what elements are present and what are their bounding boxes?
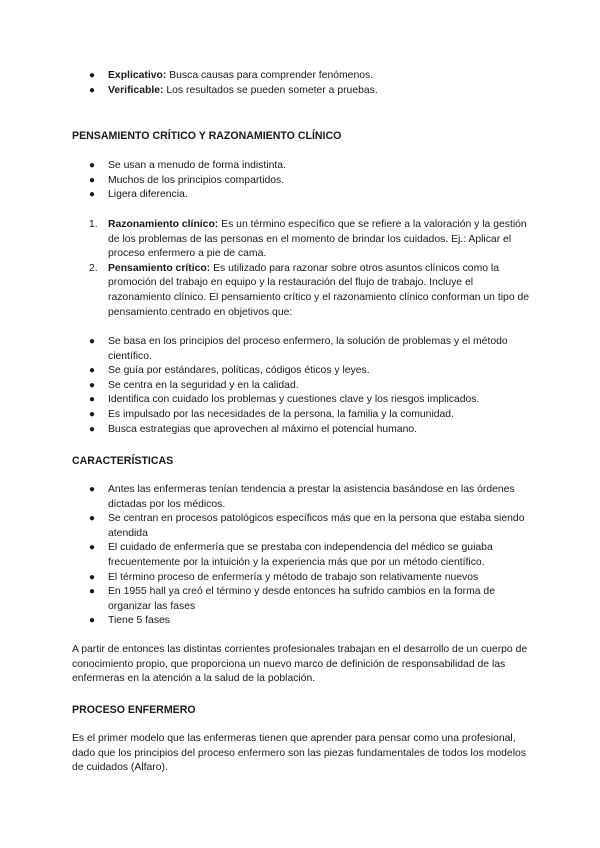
bullet-icon: ● bbox=[89, 615, 96, 627]
bullet-icon: ● bbox=[89, 513, 96, 525]
list-text: Tiene 5 fases bbox=[108, 615, 170, 627]
section2-paragraph: A partir de entonces las distintas corrientes profesionales trabajan en el desarrollo de un cuerpo de conocimiento propio, que proporciona un nuevo marco de definición de responsabilidad de las enfermeras en la atención a la salud de la población. bbox=[72, 644, 528, 685]
section-heading-caracteristicas: CARACTERÍSTICAS bbox=[72, 455, 174, 467]
list-item bbox=[72, 408, 532, 423]
numbered-item bbox=[72, 218, 532, 262]
list-item bbox=[72, 174, 532, 189]
list-text: Es impulsado por las necesidades de la persona, la familia y la comunidad. bbox=[108, 408, 454, 420]
list-item bbox=[72, 84, 532, 99]
list-item bbox=[72, 483, 532, 512]
list-term: Explicativo: bbox=[108, 70, 167, 81]
bullet-icon: ● bbox=[89, 365, 96, 377]
list-text: Identifica con cuidado los problemas y cuestiones clave y los riesgos implicados. bbox=[108, 394, 480, 406]
list-item bbox=[72, 393, 532, 408]
list-item bbox=[72, 585, 532, 614]
item-number: 2. bbox=[89, 262, 98, 274]
item-number: 1. bbox=[89, 219, 98, 230]
bullet-icon: ● bbox=[89, 160, 96, 171]
bullet-icon: ● bbox=[89, 174, 96, 186]
list-item bbox=[72, 364, 532, 379]
list-text: Antes las enfermeras tenían tendencia a prestar la asistencia basándose en las órdenes dictadas por los médicos. bbox=[108, 484, 515, 510]
list-text: Es un término específico que se refiere a la valoración y la gestión de los problemas de las personas en el momento de brindar los cuidados. Ej.: Aplicar el proceso enfermero a pie de cama. bbox=[108, 219, 527, 260]
bullet-icon: ● bbox=[89, 189, 96, 201]
list-text: Se basa en los principios del proceso enfermero, la solución de problemas y el método científico. bbox=[108, 336, 508, 362]
bullet-icon: ● bbox=[89, 408, 96, 420]
bullet-icon: ● bbox=[89, 84, 96, 96]
bullet-icon: ● bbox=[89, 484, 96, 495]
section2-bullets bbox=[72, 483, 532, 629]
list-text: Busca estrategias que aprovechen al máximo el potencial humano. bbox=[108, 423, 418, 435]
list-text: El cuidado de enfermería que se prestaba con independencia del médico se guiaba frecuentemente por la intuición y la experiencia más que por un método científico. bbox=[108, 542, 493, 568]
list-item bbox=[72, 512, 532, 541]
list-item bbox=[72, 379, 532, 394]
list-text: Se guía por estándares, políticas, códigos éticos y leyes. bbox=[108, 365, 370, 377]
bullet-icon: ● bbox=[89, 70, 96, 81]
section1-numbered-list bbox=[72, 218, 532, 320]
list-text: Se centran en procesos patológicos específicos más que en la persona que estaba siendo atendida bbox=[108, 513, 525, 539]
list-item bbox=[72, 335, 532, 364]
list-term: Pensamiento crítico: bbox=[108, 262, 211, 274]
section1-bullets2 bbox=[72, 335, 532, 437]
bullet-icon: ● bbox=[89, 336, 96, 347]
section1-bullets bbox=[72, 159, 532, 203]
list-text: Se usan a menudo de forma indistinta. bbox=[108, 160, 286, 171]
section-heading-pensamiento: PENSAMIENTO CRÍTICO Y RAZONAMIENTO CLÍNICO bbox=[72, 130, 342, 142]
list-term: Razonamiento clínico: bbox=[108, 219, 219, 230]
list-text: En 1955 hall ya creó el término y desde entonces ha sufrido cambios en la forma de organizar las fases bbox=[108, 586, 495, 612]
bullet-icon: ● bbox=[89, 394, 96, 406]
list-item bbox=[72, 159, 532, 174]
list-item bbox=[72, 571, 532, 586]
section-heading-proceso-enfermero: PROCESO ENFERMERO bbox=[72, 704, 196, 716]
bullet-icon: ● bbox=[89, 423, 96, 435]
list-text: Es utilizado para razonar sobre otros asuntos clínicos como la promoción del trabajo en equipo y la restauración del flujo de trabajo. Incluye el razonamiento clínico. El pensamiento crítico y el razonamiento clínico conforman un tipo de pensamiento centrado en objetivos que: bbox=[108, 262, 530, 318]
list-text: Los resultados se pueden someter a pruebas. bbox=[163, 84, 378, 96]
list-item bbox=[72, 69, 532, 84]
list-text: Se centra en la seguridad y en la calidad. bbox=[108, 379, 299, 391]
bullet-icon: ● bbox=[89, 586, 96, 598]
section3-paragraph: Es el primer modelo que las enfermeras tienen que aprender para pensar como una profesional, dado que los principios del proceso enfermero son las piezas fundamentales de todos los modelos de cuidados (Alfaro). bbox=[72, 733, 526, 774]
list-item bbox=[72, 614, 532, 629]
list-item bbox=[72, 423, 532, 438]
intro-list bbox=[72, 69, 532, 98]
list-item bbox=[72, 188, 532, 203]
list-text: El término proceso de enfermería y método de trabajo son relativamente nuevos bbox=[108, 571, 479, 583]
bullet-icon: ● bbox=[89, 542, 96, 554]
list-text: Muchos de los principios compartidos. bbox=[108, 174, 285, 186]
list-item bbox=[72, 541, 532, 570]
bullet-icon: ● bbox=[89, 571, 96, 583]
list-text: Ligera diferencia. bbox=[108, 189, 188, 201]
list-term: Verificable: bbox=[108, 84, 164, 96]
bullet-icon: ● bbox=[89, 379, 96, 391]
list-text: Busca causas para comprender fenómenos. bbox=[166, 70, 374, 81]
numbered-item bbox=[72, 262, 532, 320]
